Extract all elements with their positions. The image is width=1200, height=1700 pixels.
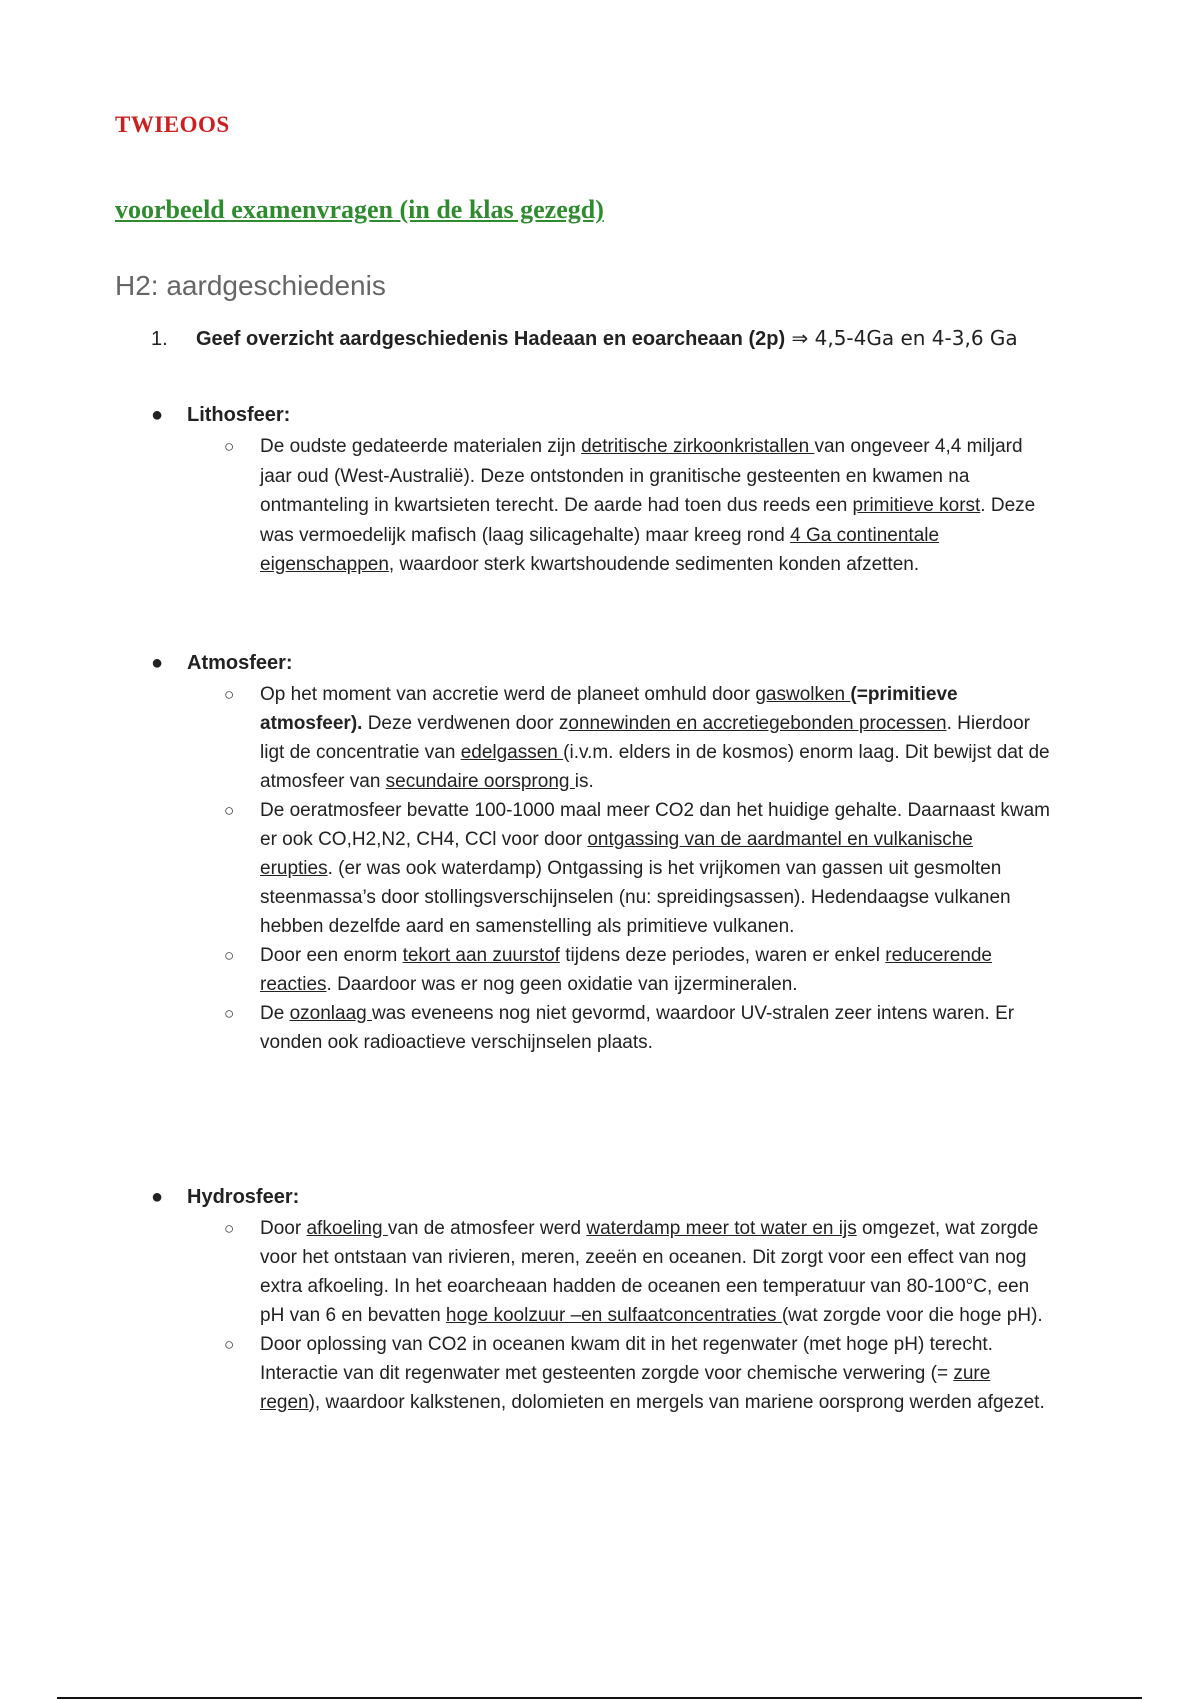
circle-bullet-icon: ○ bbox=[224, 1219, 235, 1238]
circle-bullet-icon: ○ bbox=[224, 685, 235, 704]
question-answer: 4,5-4Ga en 4-3,6 Ga bbox=[814, 326, 1018, 350]
sub-list bbox=[151, 432, 1050, 580]
list-item: ○ Door een enorm tekort aan zuurstof tijdens deze periodes, waren er enkel reducerende reacties. Daardoor was er nog geen oxidatie van ijzermineralen. bbox=[151, 941, 1050, 999]
subtitle: voorbeeld examenvragen (in de klas gezegd) bbox=[115, 195, 604, 224]
list-item: ○ De oudste gedateerde materialen zijn detritische zirkoonkristallen van ongeveer 4,4 miljard jaar oud (West-Australië). Deze ontstonden in granitische gesteenten en kwamen na ontmanteling in kwartsieten terecht. De aarde had toen dus reeds een primitieve korst. Deze was vermoedelijk mafisch (laag silicagehalte) maar kreeg rond 4 Ga continentale eigenschappen, waardoor sterk kwartshoudende sedimenten konden afzetten. bbox=[151, 432, 1050, 580]
section-lithosfeer bbox=[151, 404, 1050, 580]
circle-bullet-icon: ○ bbox=[224, 437, 235, 456]
circle-bullet-icon: ○ bbox=[224, 946, 235, 965]
sub-list bbox=[151, 1214, 1050, 1417]
circle-bullet-icon: ○ bbox=[224, 1004, 235, 1023]
bullet-icon: ● bbox=[151, 404, 164, 426]
circle-bullet-icon: ○ bbox=[224, 1335, 235, 1354]
section-hydrosfeer bbox=[151, 1186, 1050, 1417]
question-text: Geef overzicht aardgeschiedenis Hadeaan en eoarcheaan (2p) bbox=[196, 328, 786, 350]
page-divider bbox=[57, 1697, 1142, 1699]
chapter-heading: H2: aardgeschiedenis bbox=[115, 270, 386, 301]
bullet-icon: ● bbox=[151, 1186, 164, 1208]
section-title: Hydrosfeer: bbox=[187, 1186, 300, 1208]
section-atmosfeer bbox=[151, 652, 1050, 1057]
section-title: Lithosfeer: bbox=[187, 404, 291, 426]
list-item: ○ De oeratmosfeer bevatte 100-1000 maal meer CO2 dan het huidige gehalte. Daarnaast kwam er ook CO,H2,N2, CH4, CCl voor door ontgassing van de aardmantel en vulkanische erupties. (er was ook waterdamp) Ontgassing is het vrijkomen van gassen uit gesmolten steenmassa’s door stollingsverschijnselen (nu: spreidingsassen). Hedendaagse vulkanen hebben dezelfde aard en samenstelling als primitieve vulkanen. bbox=[151, 796, 1050, 941]
question-1 bbox=[151, 325, 1081, 353]
circle-bullet-icon: ○ bbox=[224, 801, 235, 820]
list-item: ○ De ozonlaag was eveneens nog niet gevormd, waardoor UV-stralen zeer intens waren. Er vonden ook radioactieve verschijnselen plaats. bbox=[151, 999, 1050, 1057]
list-item: ○ Op het moment van accretie werd de planeet omhuld door gaswolken (=primitieve atmosfeer). Deze verdwenen door zonnewinden en accretiegebonden processen. Hierdoor ligt de concentratie van edelgassen (i.v.m. elders in de kosmos) enorm laag. Dit bewijst dat de atmosfeer van secundaire oorsprong is. bbox=[151, 680, 1050, 796]
list-item: ○ Door afkoeling van de atmosfeer werd waterdamp meer tot water en ijs omgezet, wat zorgde voor het ontstaan van rivieren, meren, zeeën en oceanen. Dit zorgt voor een effect van nog extra afkoeling. In het eoarcheaan hadden de oceanen een temperatuur van 80-100°C, een pH van 6 en bevatten hoge koolzuur –en sulfaatconcentraties (wat zorgde voor die hoge pH). bbox=[151, 1214, 1050, 1330]
arrow-symbol: ⇒ bbox=[785, 326, 815, 350]
question-number: 1. bbox=[151, 328, 168, 350]
bullet-icon: ● bbox=[151, 652, 164, 674]
section-title: Atmosfeer: bbox=[187, 652, 293, 674]
list-item: ○ Door oplossing van CO2 in oceanen kwam dit in het regenwater (met hoge pH) terecht. Interactie van dit regenwater met gesteenten zorgde voor chemische verwering (= zure regen), waardoor kalkstenen, dolomieten en mergels van mariene oorsprong werden afgezet. bbox=[151, 1330, 1050, 1417]
sub-list bbox=[151, 680, 1050, 1057]
document-header: TWIEOOS bbox=[115, 112, 230, 137]
